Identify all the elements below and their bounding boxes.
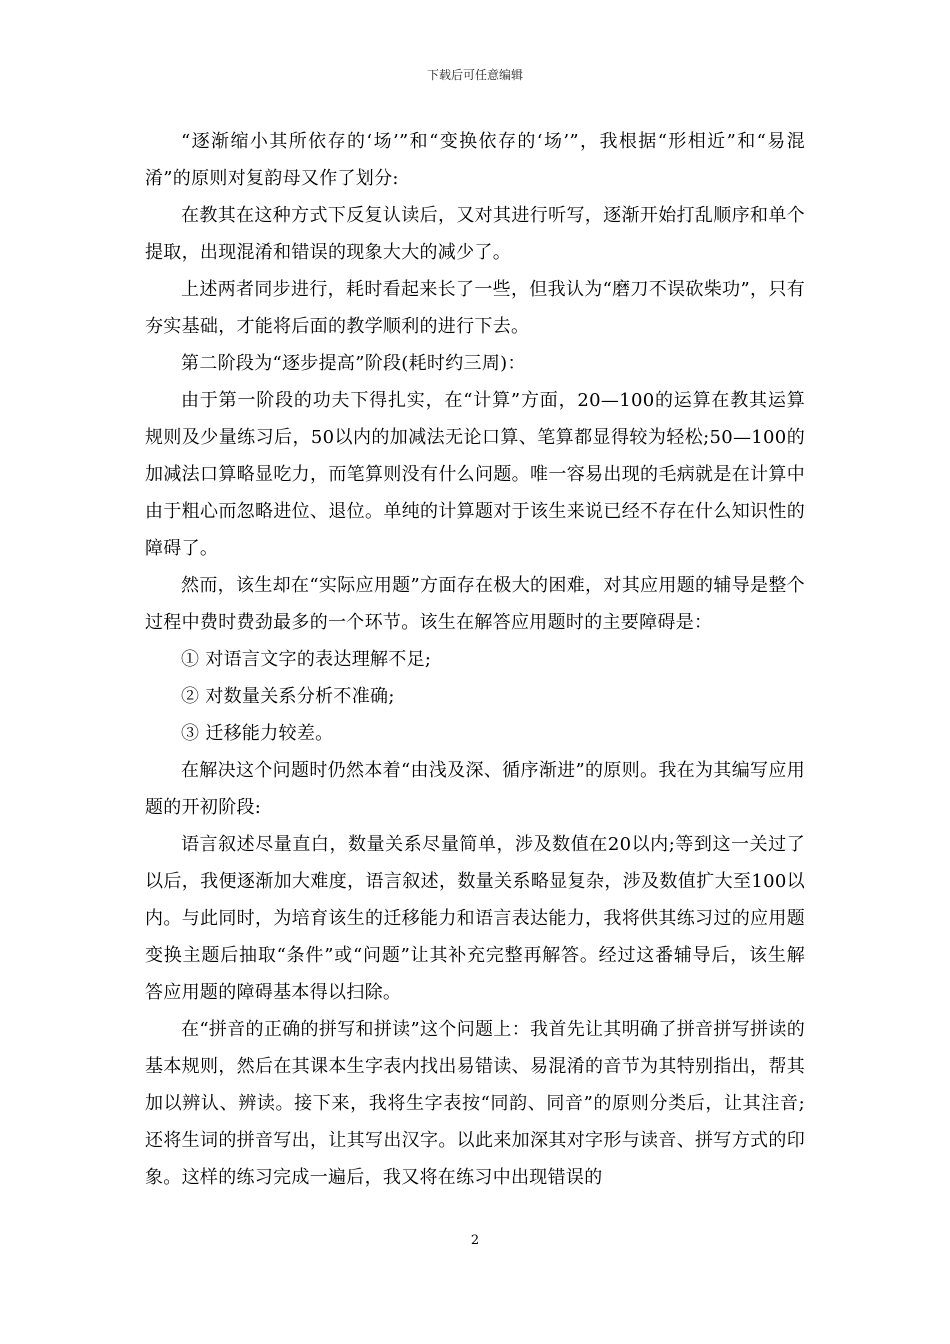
- paragraph: 由于第一阶段的功夫下得扎实，在“计算”方面，20—100的运算在教其运算规则及少量练习后，50以内的加减法无论口算、笔算都显得较为轻松;50—100的加减法口算略显吃力，而笔算则没有什么问题。唯一容易出现的毛病就是在计算中由于粗心而忽略进位、退位。单纯的计算题对于该生来说已经不存在什么知识性的障碍了。: [145, 390, 805, 559]
- page-header: 下载后可任意编辑: [426, 68, 523, 82]
- paragraph: 语言叙述尽量直白，数量关系尽量简单，涉及数值在20以内;等到这一关过了以后，我便逐渐加大难度，语言叙述，数量关系略显复杂，涉及数值扩大至100以内。与此同时，为培育该生的迁移能力和语言表达能力，我将供其练习过的应用题变换主题后抽取“条件”或“问题”让其补充完整再解答。经过这番辅导后，该生解答应用题的障碍基本得以扫除。: [145, 834, 805, 1003]
- paragraph: 在解决这个问题时仍然本着“由浅及深、循序渐进”的原则。我在为其编写应用题的开初阶段:: [145, 760, 805, 818]
- page-number: 2: [470, 1233, 480, 1248]
- paragraph: 上述两者同步进行，耗时看起来长了一些，但我认为“磨刀不误砍柴功”，只有夯实基础，才能将后面的教学顺利的进行下去。: [145, 279, 805, 337]
- paragraph: 在“拼音的正确的拼写和拼读”这个问题上：我首先让其明确了拼音拼写拼读的基本规则，然后在其课本生字表内找出易错读、易混淆的音节为其特别指出，帮其加以辨认、辨读。接下来，我将生字表按“同韵、同音”的原则分类后，让其注音;还将生词的拼音写出，让其写出汉字。以此来加深其对字形与读音、拼写方式的印象。这样的练习完成一遍后，我又将在练习中出现错误的: [145, 1019, 805, 1188]
- paragraph: 然而，该生却在“实际应用题”方面存在极大的困难，对其应用题的辅导是整个过程中费时费劲最多的一个环节。该生在解答应用题时的主要障碍是：: [145, 575, 805, 633]
- paragraph: 在教其在这种方式下反复认读后，又对其进行听写，逐渐开始打乱顺序和单个提取，出现混淆和错误的现象大大的减少了。: [145, 205, 805, 263]
- paragraph: “逐渐缩小其所依存的‘场’”和“变换依存的‘场’”，我根据“形相近”和“易混淆”的原则对复韵母又作了划分:: [145, 131, 805, 189]
- section-heading: 第二阶段为“逐步提高”阶段(耗时约三周)：: [181, 353, 526, 374]
- list-item: ① 对语言文字的表达理解不足;: [181, 649, 432, 670]
- document-body: [145, 123, 805, 1196]
- list-item: ③ 迁移能力较差。: [181, 723, 334, 744]
- list-item: ② 对数量关系分析不准确;: [181, 686, 395, 707]
